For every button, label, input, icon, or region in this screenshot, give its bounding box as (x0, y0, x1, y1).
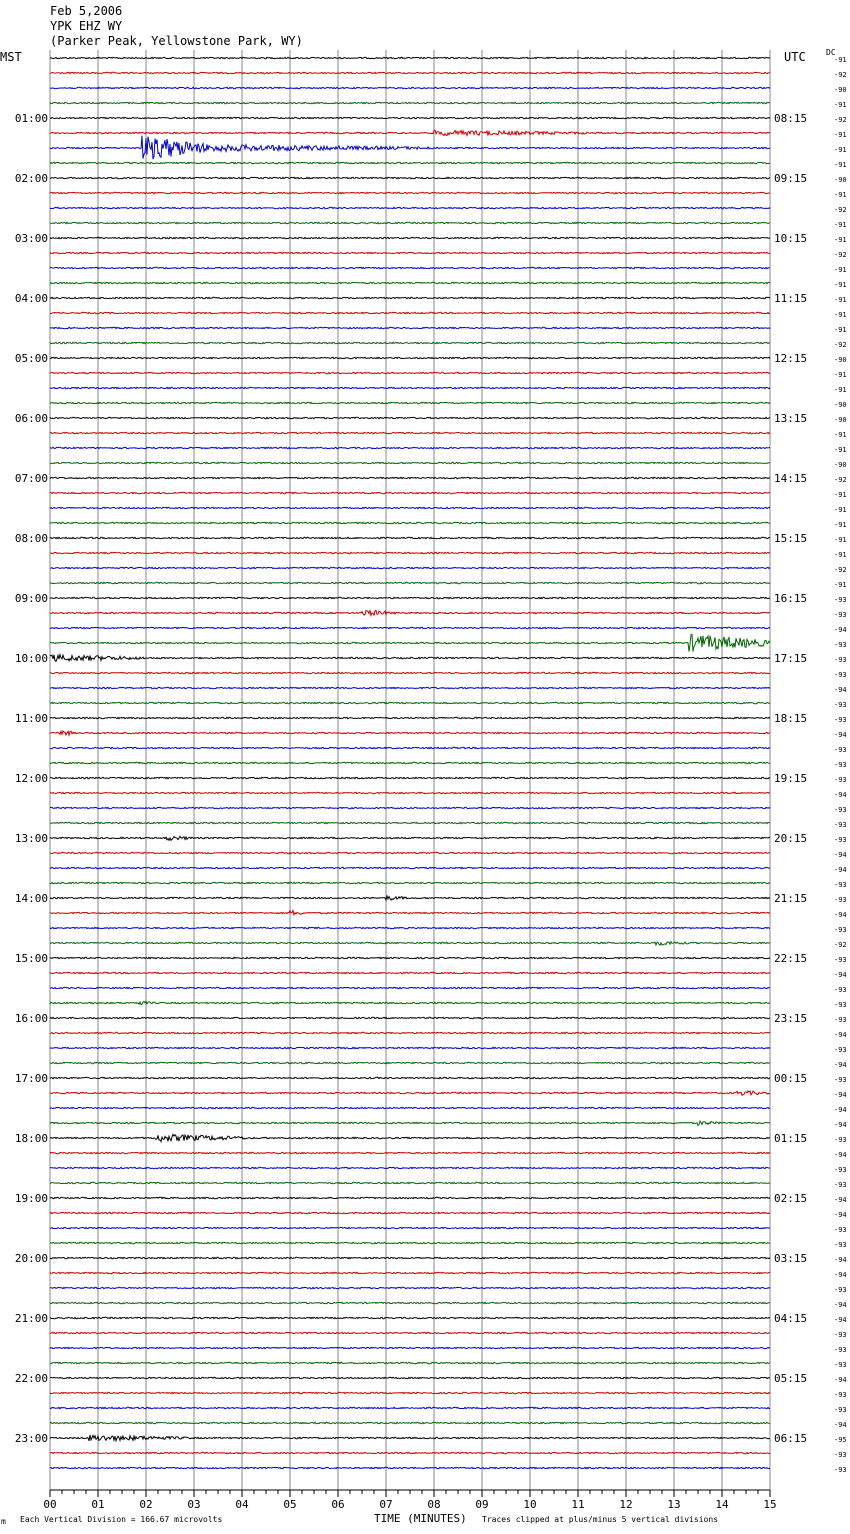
dc-offset-label: -93 (834, 1346, 847, 1354)
dc-offset-label: -91 (834, 491, 847, 499)
left-hour-label: 03:00 (14, 232, 48, 245)
trace-line (50, 634, 770, 651)
trace-line (50, 1212, 770, 1213)
dc-offset-label: -91 (834, 371, 847, 379)
trace-line (50, 957, 770, 958)
dc-offset-label: -90 (834, 416, 847, 424)
dc-offset-label: -94 (834, 1211, 847, 1219)
dc-offset-label: -91 (834, 236, 847, 244)
left-hour-label: 21:00 (14, 1312, 48, 1325)
trace-line (50, 192, 770, 193)
dc-offset-label: -94 (834, 1196, 847, 1204)
x-tick-label: 15 (763, 1498, 777, 1511)
dc-offset-label: -93 (834, 716, 847, 724)
dc-offset-label: -94 (834, 851, 847, 859)
trace-line (50, 1332, 770, 1333)
dc-offset-label: -91 (834, 311, 847, 319)
left-hour-label: 15:00 (14, 952, 48, 965)
trace-line (50, 327, 770, 328)
dc-offset-label: -94 (834, 686, 847, 694)
right-hour-label: 22:15 (774, 952, 808, 965)
x-tick-label: 00 (43, 1498, 57, 1511)
trace-line (50, 1302, 770, 1303)
dc-offset-label: -94 (834, 866, 847, 874)
trace-line (50, 627, 770, 628)
trace-line (50, 972, 770, 973)
left-hour-label: 10:00 (14, 652, 48, 665)
dc-offset-label: -94 (834, 1376, 847, 1384)
dc-offset-label: -91 (834, 101, 847, 109)
x-tick-label: 10 (523, 1498, 537, 1511)
dc-offset-label: -93 (834, 776, 847, 784)
utc-label: UTC (784, 50, 806, 64)
x-tick-label: 06 (331, 1498, 345, 1511)
dc-offset-label: -93 (834, 1136, 847, 1144)
trace-line (50, 792, 770, 793)
dc-offset-label: -93 (834, 641, 847, 649)
trace-line (50, 297, 770, 298)
right-hour-label: 21:15 (774, 892, 808, 905)
dc-offset-label: -92 (834, 341, 847, 349)
trace-line (50, 130, 770, 135)
dc-offset-label: -93 (834, 836, 847, 844)
dc-offset-label: -91 (834, 296, 847, 304)
right-hour-label: 23:15 (774, 1012, 808, 1025)
trace-line (50, 687, 770, 688)
right-hour-label: 11:15 (774, 292, 808, 305)
dc-offset-label: -91 (834, 506, 847, 514)
dc-offset-label: -93 (834, 896, 847, 904)
trace-line (50, 1107, 770, 1108)
right-hour-label: 12:15 (774, 352, 808, 365)
trace-line (50, 731, 770, 735)
dc-offset-label: -90 (834, 86, 847, 94)
trace-line (50, 1422, 770, 1423)
dc-offset-label: -94 (834, 626, 847, 634)
trace-line (50, 312, 770, 313)
trace-line (50, 597, 770, 598)
dc-offset-label: -93 (834, 806, 847, 814)
trace-line (50, 567, 770, 568)
trace-line (50, 762, 770, 763)
trace-line (50, 1467, 770, 1468)
x-tick-label: 11 (571, 1498, 585, 1511)
dc-offset-label: -91 (834, 386, 847, 394)
dc-offset-label: -92 (834, 941, 847, 949)
dc-offset-label: -94 (834, 1316, 847, 1324)
x-tick-label: 05 (283, 1498, 297, 1511)
dc-offset-label: -93 (834, 746, 847, 754)
trace-line (50, 342, 770, 343)
trace-line (50, 1062, 770, 1063)
dc-offset-label: -91 (834, 131, 847, 139)
dc-offset-label: -92 (834, 116, 847, 124)
dc-offset-label: -93 (834, 1361, 847, 1369)
trace-line (50, 492, 770, 493)
trace-line (50, 1435, 770, 1441)
dc-offset-label: -93 (834, 1166, 847, 1174)
right-hour-label: 08:15 (774, 112, 808, 125)
trace-line (50, 1377, 770, 1378)
trace-line (50, 655, 770, 662)
trace-line (50, 852, 770, 853)
right-hour-label: 18:15 (774, 712, 808, 725)
dc-offset-label: -91 (834, 521, 847, 529)
dc-offset-label: -94 (834, 731, 847, 739)
trace-line (50, 882, 770, 883)
trace-line (50, 1001, 770, 1004)
trace-line (50, 267, 770, 268)
left-hour-label: 01:00 (14, 112, 48, 125)
trace-line (50, 1407, 770, 1408)
dc-offset-label: -91 (834, 146, 847, 154)
trace-line (50, 777, 770, 778)
trace-line (50, 1134, 770, 1141)
trace-line (50, 72, 770, 73)
x-tick-label: 14 (715, 1498, 729, 1511)
header-station: YPK EHZ WY (50, 19, 123, 33)
right-hour-label: 05:15 (774, 1372, 808, 1385)
left-hour-label: 19:00 (14, 1192, 48, 1205)
trace-line (50, 987, 770, 988)
left-hour-label: 04:00 (14, 292, 48, 305)
trace-line (50, 1077, 770, 1078)
dc-offset-label: -91 (834, 56, 847, 64)
x-tick-label: 04 (235, 1498, 249, 1511)
dc-offset-label: -92 (834, 476, 847, 484)
left-hour-label: 23:00 (14, 1432, 48, 1445)
x-tick-label: 02 (139, 1498, 153, 1511)
trace-line (50, 1227, 770, 1228)
dc-offset-label: -94 (834, 1271, 847, 1279)
dc-offset-label: -91 (834, 161, 847, 169)
dc-offset-label: -93 (834, 821, 847, 829)
dc-offset-label: -94 (834, 791, 847, 799)
dc-offset-label: -91 (834, 266, 847, 274)
dc-offset-label: -93 (834, 1226, 847, 1234)
trace-line (50, 136, 770, 160)
trace-line (50, 177, 770, 178)
trace-line (50, 1017, 770, 1018)
dc-offset-label: -95 (834, 1436, 847, 1444)
trace-line (50, 702, 770, 703)
trace-line (50, 1167, 770, 1168)
mst-label: MST (0, 50, 22, 64)
dc-offset-label: -94 (834, 1106, 847, 1114)
left-hour-label: 16:00 (14, 1012, 48, 1025)
trace-line (50, 372, 770, 373)
dc-offset-label: -90 (834, 401, 847, 409)
trace-line (50, 1392, 770, 1393)
dc-offset-label: -90 (834, 356, 847, 364)
trace-line (50, 910, 770, 914)
left-hour-label: 20:00 (14, 1252, 48, 1265)
right-hour-label: 15:15 (774, 532, 808, 545)
dc-offset-label: -91 (834, 221, 847, 229)
left-hour-label: 06:00 (14, 412, 48, 425)
dc-offset-label: -93 (834, 1451, 847, 1459)
dc-offset-label: -94 (834, 1301, 847, 1309)
left-hour-label: 08:00 (14, 532, 48, 545)
trace-line (50, 387, 770, 388)
clip-note: Traces clipped at plus/minus 5 vertical divisions (482, 1515, 719, 1524)
dc-offset-label: -93 (834, 1391, 847, 1399)
trace-line (50, 1242, 770, 1243)
trace-line (50, 477, 770, 478)
dc-offset-label: -91 (834, 191, 847, 199)
dc-offset-label: -93 (834, 881, 847, 889)
dc-offset-label: -93 (834, 671, 847, 679)
dc-offset-label: -93 (834, 1181, 847, 1189)
trace-line (50, 1182, 770, 1183)
trace-line (50, 237, 770, 238)
dc-offset-label: -93 (834, 611, 847, 619)
dc-offset-label: -91 (834, 281, 847, 289)
trace-line (50, 57, 770, 58)
left-hour-label: 11:00 (14, 712, 48, 725)
right-hour-label: 02:15 (774, 1192, 808, 1205)
dc-offset-label: -90 (834, 461, 847, 469)
right-hour-label: 10:15 (774, 232, 808, 245)
left-hour-label: 12:00 (14, 772, 48, 785)
x-tick-label: 03 (187, 1498, 201, 1511)
trace-line (50, 1152, 770, 1153)
right-hour-label: 00:15 (774, 1072, 808, 1085)
trace-line (50, 1091, 770, 1095)
trace-line (50, 807, 770, 808)
left-hour-label: 22:00 (14, 1372, 48, 1385)
trace-line (50, 1452, 770, 1453)
right-hour-label: 13:15 (774, 412, 808, 425)
left-hour-label: 02:00 (14, 172, 48, 185)
trace-line (50, 462, 770, 463)
trace-line (50, 610, 770, 615)
x-axis-title: TIME (MINUTES) (374, 1512, 467, 1525)
scale-note: Each Vertical Division = 166.67 microvolts (20, 1515, 223, 1524)
left-hour-label: 18:00 (14, 1132, 48, 1145)
left-hour-label: 07:00 (14, 472, 48, 485)
left-hour-label: 13:00 (14, 832, 48, 845)
trace-line (50, 927, 770, 928)
dc-offset-label: -93 (834, 656, 847, 664)
dc-offset-label: -94 (834, 911, 847, 919)
dc-offset-label: -94 (834, 1421, 847, 1429)
trace-line (50, 252, 770, 253)
trace-line (50, 117, 770, 118)
right-hour-label: 14:15 (774, 472, 808, 485)
dc-offset-label: -94 (834, 971, 847, 979)
dc-offset-label: -93 (834, 1001, 847, 1009)
trace-line (50, 1317, 770, 1318)
dc-offset-label: -93 (834, 1046, 847, 1054)
dc-offset-label: -91 (834, 551, 847, 559)
dc-offset-label: -91 (834, 446, 847, 454)
trace-line (50, 1362, 770, 1363)
trace-line (50, 402, 770, 403)
dc-offset-label: -90 (834, 176, 847, 184)
right-hour-label: 01:15 (774, 1132, 808, 1145)
trace-line (50, 207, 770, 208)
x-tick-label: 12 (619, 1498, 633, 1511)
dc-offset-label: -91 (834, 326, 847, 334)
trace-line (50, 717, 770, 718)
trace-line (50, 222, 770, 223)
trace-line (50, 357, 770, 358)
trace-line (50, 1197, 770, 1198)
trace-line (50, 417, 770, 418)
trace-line (50, 432, 770, 433)
corner-mark: m (1, 1517, 6, 1526)
trace-line (50, 582, 770, 583)
dc-offset-label: -93 (834, 761, 847, 769)
trace-line (50, 537, 770, 538)
trace-line (50, 447, 770, 448)
dc-offset-label: -92 (834, 251, 847, 259)
right-hour-label: 09:15 (774, 172, 808, 185)
x-tick-label: 09 (475, 1498, 489, 1511)
trace-line (50, 1272, 770, 1273)
dc-offset-label: -93 (834, 1241, 847, 1249)
trace-line (50, 867, 770, 868)
trace-line (50, 822, 770, 823)
x-tick-label: 13 (667, 1498, 681, 1511)
left-hour-label: 05:00 (14, 352, 48, 365)
dc-offset-label: -93 (834, 701, 847, 709)
left-hour-label: 14:00 (14, 892, 48, 905)
trace-line (50, 1257, 770, 1258)
trace-line (50, 552, 770, 553)
dc-offset-label: -92 (834, 206, 847, 214)
dc-offset-label: -93 (834, 986, 847, 994)
trace-line (50, 672, 770, 673)
right-hour-label: 19:15 (774, 772, 808, 785)
trace-line (50, 1347, 770, 1348)
dc-offset-label: -94 (834, 1091, 847, 1099)
dc-offset-label: -93 (834, 1286, 847, 1294)
dc-offset-label: -94 (834, 1256, 847, 1264)
dc-offset-label: -91 (834, 431, 847, 439)
dc-offset-label: -94 (834, 1061, 847, 1069)
trace-line (50, 942, 770, 946)
dc-offset-label: -93 (834, 1406, 847, 1414)
trace-line (50, 87, 770, 88)
dc-offset-label: -93 (834, 926, 847, 934)
right-hour-label: 03:15 (774, 1252, 808, 1265)
trace-line (50, 1047, 770, 1048)
right-hour-label: 06:15 (774, 1432, 808, 1445)
trace-line (50, 896, 770, 900)
right-hour-label: 16:15 (774, 592, 808, 605)
x-tick-label: 01 (91, 1498, 105, 1511)
dc-offset-label: -94 (834, 1151, 847, 1159)
trace-line (50, 282, 770, 283)
trace-line (50, 1287, 770, 1288)
x-tick-label: 07 (379, 1498, 393, 1511)
dc-offset-label: -93 (834, 596, 847, 604)
right-hour-label: 20:15 (774, 832, 808, 845)
dc-offset-label: -93 (834, 1466, 847, 1474)
dc-offset-label: -91 (834, 536, 847, 544)
trace-line (50, 1032, 770, 1033)
dc-label: DC (826, 48, 836, 57)
header-location: (Parker Peak, Yellowstone Park, WY) (50, 34, 303, 48)
dc-offset-label: -94 (834, 1121, 847, 1129)
trace-line (50, 1121, 770, 1125)
trace-line (50, 522, 770, 523)
trace-line (50, 102, 770, 103)
dc-offset-label: -93 (834, 1076, 847, 1084)
header-date: Feb 5,2006 (50, 4, 123, 18)
left-hour-label: 17:00 (14, 1072, 48, 1085)
dc-offset-label: -93 (834, 1016, 847, 1024)
dc-offset-label: -94 (834, 1031, 847, 1039)
trace-line (50, 162, 770, 163)
dc-offset-label: -93 (834, 1331, 847, 1339)
trace-line (50, 507, 770, 508)
right-hour-label: 17:15 (774, 652, 808, 665)
x-tick-label: 08 (427, 1498, 441, 1511)
trace-line (50, 747, 770, 748)
dc-offset-label: -92 (834, 71, 847, 79)
trace-line (50, 836, 770, 840)
left-hour-label: 09:00 (14, 592, 48, 605)
dc-offset-label: -91 (834, 581, 847, 589)
dc-offset-label: -93 (834, 956, 847, 964)
dc-offset-label: -92 (834, 566, 847, 574)
right-hour-label: 04:15 (774, 1312, 808, 1325)
